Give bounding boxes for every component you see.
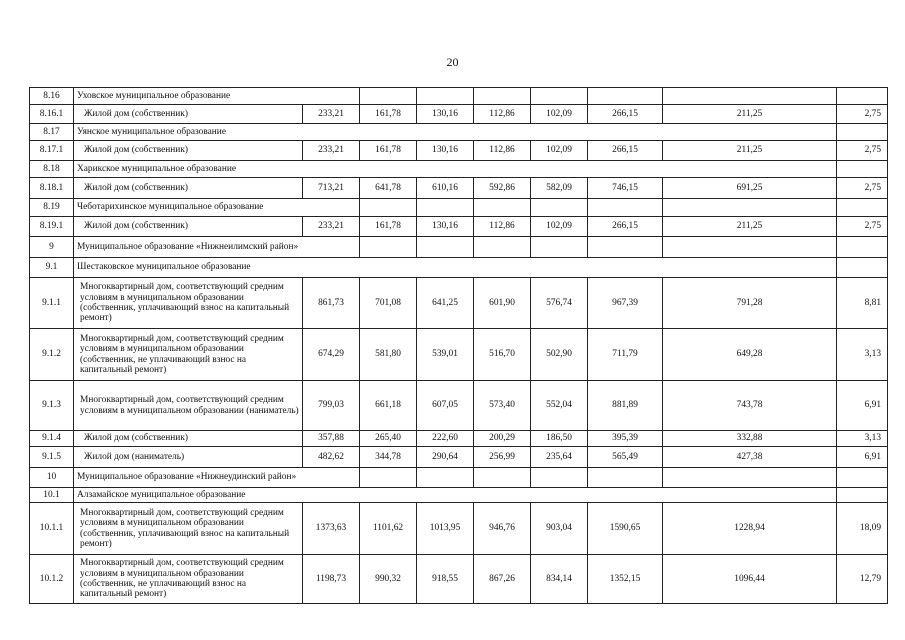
- value-cell: 130,16: [417, 141, 474, 161]
- table-row: [30, 431, 888, 447]
- value-cell: 867,26: [474, 555, 531, 604]
- section-row: [30, 88, 888, 105]
- page-number: 20: [446, 55, 459, 69]
- value-cell: 1373,63: [303, 503, 360, 555]
- value-cell: 266,15: [588, 217, 663, 237]
- value-cell: 161,78: [360, 105, 417, 124]
- empty-cell: [360, 468, 417, 488]
- empty-cell: [531, 468, 588, 488]
- value-cell: 427,38: [663, 447, 837, 468]
- value-cell: 200,29: [474, 431, 531, 447]
- value-cell: 711,79: [588, 329, 663, 381]
- housing-type: Жилой дом (собственник): [74, 217, 303, 237]
- table-row: [30, 278, 888, 329]
- value-cell: 601,90: [474, 278, 531, 329]
- row-number: 10: [30, 468, 74, 488]
- table-row: [30, 329, 888, 381]
- value-cell: 112,86: [474, 141, 531, 161]
- housing-type: Жилой дом (собственник): [74, 178, 303, 199]
- section-row: [30, 124, 888, 141]
- table-row: [30, 105, 888, 124]
- row-number: 8.19.1: [30, 217, 74, 237]
- value-cell: 112,86: [474, 217, 531, 237]
- value-cell: 290,64: [417, 447, 474, 468]
- value-cell: 1198,73: [303, 555, 360, 604]
- value-cell: 701,08: [360, 278, 417, 329]
- table-row: [30, 447, 888, 468]
- value-cell: 1228,94: [663, 503, 837, 555]
- value-cell: 357,88: [303, 431, 360, 447]
- section-title: Муниципальное образование «Нижнеилимский район»: [74, 237, 360, 258]
- value-cell: 222,60: [417, 431, 474, 447]
- value-cell: 649,28: [663, 329, 837, 381]
- value-cell: 610,16: [417, 178, 474, 199]
- row-number: 8.16.1: [30, 105, 74, 124]
- empty-cell: [417, 468, 474, 488]
- value-cell: 112,86: [474, 105, 531, 124]
- empty-cell: [837, 488, 888, 503]
- value-cell: 102,09: [531, 217, 588, 237]
- empty-cell: [531, 199, 588, 217]
- value-cell: 582,09: [531, 178, 588, 199]
- row-number: 9.1.4: [30, 431, 74, 447]
- value-cell: 713,21: [303, 178, 360, 199]
- value-cell: 834,14: [531, 555, 588, 604]
- section-row: [30, 258, 888, 278]
- empty-cell: [837, 258, 888, 278]
- section-title: Чеботарихинское муниципальное образование: [74, 199, 360, 217]
- empty-cell: [837, 237, 888, 258]
- value-cell: 1352,15: [588, 555, 663, 604]
- row-number: 8.16: [30, 88, 74, 105]
- housing-type: Жилой дом (собственник): [74, 105, 303, 124]
- value-cell: 161,78: [360, 141, 417, 161]
- value-cell: 18,09: [837, 503, 888, 555]
- value-cell: 395,39: [588, 431, 663, 447]
- value-cell: 6,91: [837, 381, 888, 431]
- value-cell: 573,40: [474, 381, 531, 431]
- row-number: 9.1.5: [30, 447, 74, 468]
- value-cell: 235,64: [531, 447, 588, 468]
- value-cell: 607,05: [417, 381, 474, 431]
- section-row: [30, 161, 888, 178]
- value-cell: 918,55: [417, 555, 474, 604]
- value-cell: 233,21: [303, 141, 360, 161]
- value-cell: 256,99: [474, 447, 531, 468]
- empty-cell: [360, 199, 417, 217]
- row-number: 9: [30, 237, 74, 258]
- value-cell: 6,91: [837, 447, 888, 468]
- empty-cell: [663, 468, 837, 488]
- value-cell: 565,49: [588, 447, 663, 468]
- value-cell: 641,25: [417, 278, 474, 329]
- empty-cell: [474, 237, 531, 258]
- value-cell: 861,73: [303, 278, 360, 329]
- value-cell: 743,78: [663, 381, 837, 431]
- value-cell: 746,15: [588, 178, 663, 199]
- value-cell: 2,75: [837, 217, 888, 237]
- empty-cell: [360, 237, 417, 258]
- empty-cell: [663, 237, 837, 258]
- value-cell: 592,86: [474, 178, 531, 199]
- table-body: [30, 88, 888, 604]
- value-cell: 799,03: [303, 381, 360, 431]
- value-cell: 8,81: [837, 278, 888, 329]
- row-number: 9.1: [30, 258, 74, 278]
- value-cell: 2,75: [837, 105, 888, 124]
- value-cell: 641,78: [360, 178, 417, 199]
- value-cell: 3,13: [837, 431, 888, 447]
- value-cell: 516,70: [474, 329, 531, 381]
- value-cell: 186,50: [531, 431, 588, 447]
- empty-cell: [588, 199, 663, 217]
- value-cell: 990,32: [360, 555, 417, 604]
- value-cell: 2,75: [837, 178, 888, 199]
- value-cell: 482,62: [303, 447, 360, 468]
- section-row: [30, 488, 888, 503]
- value-cell: 130,16: [417, 105, 474, 124]
- value-cell: 332,88: [663, 431, 837, 447]
- tariff-table: [29, 87, 888, 604]
- value-cell: 211,25: [663, 217, 837, 237]
- table-row: [30, 381, 888, 431]
- value-cell: 211,25: [663, 141, 837, 161]
- value-cell: 265,40: [360, 431, 417, 447]
- value-cell: 674,29: [303, 329, 360, 381]
- value-cell: 12,79: [837, 555, 888, 604]
- section-title: Уянское муниципальное образование: [74, 124, 837, 141]
- value-cell: 1590,65: [588, 503, 663, 555]
- housing-type: Многоквартирный дом, соответствующий средним условиям в муниципальном образовании (собственник, уплачивающий взнос на капитальный ремонт): [74, 503, 303, 555]
- empty-cell: [417, 88, 474, 105]
- section-title: Шестаковское муниципальное образование: [74, 258, 837, 278]
- table-row: [30, 555, 888, 604]
- table-row: [30, 141, 888, 161]
- row-number: 9.1.3: [30, 381, 74, 431]
- value-cell: 791,28: [663, 278, 837, 329]
- value-cell: 1013,95: [417, 503, 474, 555]
- value-cell: 233,21: [303, 217, 360, 237]
- table-row: [30, 217, 888, 237]
- value-cell: 691,25: [663, 178, 837, 199]
- value-cell: 903,04: [531, 503, 588, 555]
- value-cell: 161,78: [360, 217, 417, 237]
- row-number: 8.17: [30, 124, 74, 141]
- empty-cell: [837, 124, 888, 141]
- empty-cell: [531, 88, 588, 105]
- row-number: 10.1: [30, 488, 74, 503]
- housing-type: Жилой дом (собственник): [74, 431, 303, 447]
- row-number: 8.18.1: [30, 178, 74, 199]
- empty-cell: [417, 199, 474, 217]
- value-cell: 266,15: [588, 141, 663, 161]
- value-cell: 967,39: [588, 278, 663, 329]
- section-title: Харикское муниципальное образование: [74, 161, 837, 178]
- value-cell: 576,74: [531, 278, 588, 329]
- table-row: [30, 503, 888, 555]
- value-cell: 1101,62: [360, 503, 417, 555]
- value-cell: 102,09: [531, 141, 588, 161]
- row-number: 8.17.1: [30, 141, 74, 161]
- empty-cell: [417, 237, 474, 258]
- value-cell: 2,75: [837, 141, 888, 161]
- value-cell: 502,90: [531, 329, 588, 381]
- housing-type: Многоквартирный дом, соответствующий средним условиям в муниципальном образовании (собственник, не уплачивающий взнос на капитальный ремонт): [74, 555, 303, 604]
- row-number: 9.1.2: [30, 329, 74, 381]
- housing-type: Многоквартирный дом, соответствующий средним условиям в муниципальном образовании (собственник, не уплачивающий взнос на капитальный ремонт): [74, 329, 303, 381]
- empty-cell: [663, 199, 837, 217]
- empty-cell: [588, 468, 663, 488]
- housing-type: Многоквартирный дом, соответствующий средним условиям в муниципальном образовании (наниматель): [74, 381, 303, 431]
- value-cell: 211,25: [663, 105, 837, 124]
- empty-cell: [360, 88, 417, 105]
- housing-type: Жилой дом (наниматель): [74, 447, 303, 468]
- section-title: Муниципальное образование «Нижнеудинский район»: [74, 468, 360, 488]
- section-title: Алзамайское муниципальное образование: [74, 488, 837, 503]
- value-cell: 266,15: [588, 105, 663, 124]
- empty-cell: [837, 199, 888, 217]
- value-cell: 1096,44: [663, 555, 837, 604]
- row-number: 9.1.1: [30, 278, 74, 329]
- empty-cell: [837, 88, 888, 105]
- row-number: 8.19: [30, 199, 74, 217]
- housing-type: Жилой дом (собственник): [74, 141, 303, 161]
- value-cell: 3,13: [837, 329, 888, 381]
- value-cell: 661,18: [360, 381, 417, 431]
- empty-cell: [531, 237, 588, 258]
- empty-cell: [474, 88, 531, 105]
- value-cell: 344,78: [360, 447, 417, 468]
- value-cell: 102,09: [531, 105, 588, 124]
- empty-cell: [588, 237, 663, 258]
- value-cell: 552,04: [531, 381, 588, 431]
- section-title: Уховское муниципальное образование: [74, 88, 360, 105]
- section-row: [30, 237, 888, 258]
- housing-type: Многоквартирный дом, соответствующий средним условиям в муниципальном образовании (собственник, уплачивающий взнос на капитальный ремонт): [74, 278, 303, 329]
- value-cell: 581,80: [360, 329, 417, 381]
- value-cell: 130,16: [417, 217, 474, 237]
- empty-cell: [588, 88, 663, 105]
- value-cell: 946,76: [474, 503, 531, 555]
- empty-cell: [474, 468, 531, 488]
- empty-cell: [837, 468, 888, 488]
- value-cell: 539,01: [417, 329, 474, 381]
- value-cell: 881,89: [588, 381, 663, 431]
- empty-cell: [837, 161, 888, 178]
- row-number: 10.1.1: [30, 503, 74, 555]
- section-row: [30, 468, 888, 488]
- empty-cell: [663, 88, 837, 105]
- table-row: [30, 178, 888, 199]
- section-row: [30, 199, 888, 217]
- value-cell: 233,21: [303, 105, 360, 124]
- row-number: 10.1.2: [30, 555, 74, 604]
- empty-cell: [474, 199, 531, 217]
- row-number: 8.18: [30, 161, 74, 178]
